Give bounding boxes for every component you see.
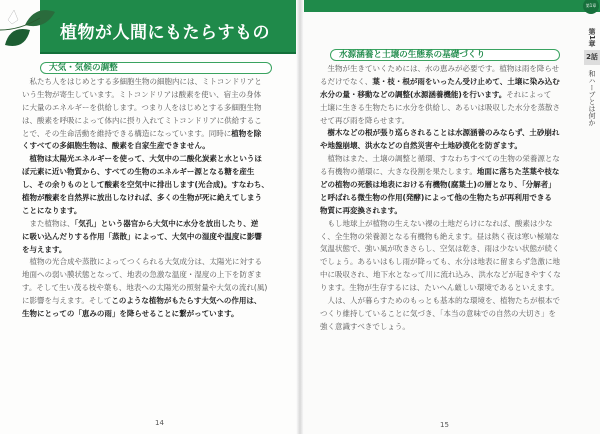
bold-text-segment: 葉・枝・根が雨をいったん受け止めて、土壌に染み込む: [372, 76, 560, 86]
bold-text-segment: ことになります。: [22, 205, 82, 215]
text-line: [320, 63, 561, 76]
text-segment: ります。生物が生存するには、たいへん厳しい環境であるといえます。: [320, 283, 559, 293]
bold-text-segment: 生物にとっての「恵みの雨」を降らせることに繋がっています。: [22, 309, 239, 319]
body-text: [320, 63, 561, 334]
bold-text-segment: 植物は太陽光エネルギーを使って、大気中の二酸化炭素と水というほ: [22, 154, 262, 164]
body-text: [22, 76, 269, 321]
text-segment: く、全生物の栄養源となる有機物も絶えます。昼は熱く夜は寒い極端な: [320, 231, 560, 241]
text-line: [320, 179, 561, 192]
text-line: [22, 308, 269, 321]
text-segment: す。そして生い茂る枝や葉も、地表への太陽光の照射量や大気の流れ(風): [22, 283, 268, 293]
text-segment: 中に吸収され、地下水となって川に流れ込み、洪水などが起きやすくな: [320, 270, 561, 280]
bold-text-segment: し、その余りものとして酸素を空気中に排出します(光合成)。すなわち、: [22, 180, 269, 190]
text-segment: また植物は、: [22, 218, 75, 228]
text-line: [22, 192, 269, 205]
bold-text-segment: に吸い込んだりする作用「蒸散」によって、大気中の湿度や温度に影響: [22, 231, 262, 241]
chapter-badge: 第1章: [583, 0, 599, 14]
text-segment: もし地球上が植物の生えない裸の土地だらけになれば、酸素は少な: [320, 218, 553, 228]
bold-text-segment: くすべての多細胞生物は、酸素を自家生産できません。: [22, 141, 210, 151]
text-line: [320, 127, 561, 140]
bold-text-segment: 植物が酸素を自然界に放出しなければ、多くの生物が死に絶えてしまう: [22, 193, 262, 203]
text-line: [320, 243, 561, 256]
text-line: [320, 218, 561, 231]
text-line: [320, 321, 561, 334]
text-segment: 生物が生きていくためには、水の恵みが必要です。植物は雨を降らせ: [320, 64, 560, 73]
text-segment: 強く意識すべきでしょう。: [320, 321, 410, 331]
text-segment: に大量のエネルギーを供給します。つまり人をはじめとする多細胞生物: [22, 102, 262, 112]
text-segment: 植物の光合成や蒸散によってつくられる大気成分は、太陽光に対する: [22, 257, 262, 267]
text-line: [22, 153, 269, 166]
bold-text-segment: 水分の量・移動などの調整(水源涵養機能)を行います。: [320, 89, 507, 99]
book-gutter: [296, 0, 304, 434]
text-line: [320, 308, 561, 321]
page-title: 植物が人間にもたらすもの: [60, 23, 270, 43]
text-segment: 人は、人が暮らすためのもっとも基本的な環境を、植物たちが根本で: [320, 296, 560, 306]
right-page: [300, 0, 600, 434]
text-segment: 地面への弱い膜状態となって、地表の急激な温度・湿度の上下を防ぎま: [22, 270, 262, 280]
text-line: [22, 205, 269, 218]
bold-text-segment: や地盤崩壊、洪水などの自然災害や土地砂漠化を防ぎます。: [320, 141, 522, 151]
text-line: [22, 76, 269, 89]
text-line: [320, 166, 561, 179]
bold-text-segment: ぼ元素に近い物質から、すべての生物のエネルギー源となる糖を産生: [22, 167, 255, 177]
text-line: [320, 89, 561, 102]
text-line: [320, 282, 561, 295]
text-segment: に影響を与えます。そして: [22, 296, 112, 306]
top-banner: [300, 0, 600, 12]
text-line: [320, 295, 561, 308]
text-line: [22, 282, 269, 295]
text-segment: でしょう。あるいはもし雨が降っても、水分は地表に留まらず急激に地: [320, 257, 560, 267]
bold-text-segment: 「気孔」という器官から大気中に水分を放出したり、逆: [74, 218, 259, 228]
text-line: [320, 231, 561, 244]
side-episode-label: 2話: [584, 50, 600, 65]
bold-text-segment: どの植物の死骸は地表における有機物(腐葉土)の層となり、「分解者」: [320, 180, 556, 190]
text-line: [22, 295, 269, 308]
text-line: [22, 115, 269, 128]
bold-text-segment: 樹木などの根が張り巡らされることは水源涵養のみならず、土砂崩れ: [320, 128, 560, 138]
bold-text-segment: 地面に落ちた茎葉や枝な: [476, 167, 560, 177]
page-number: 15: [440, 421, 449, 429]
side-title: 和ハーブとは何か: [588, 70, 596, 126]
text-line: [22, 128, 269, 141]
text-segment: つくり維持していることに気づき、「本当の意味での自然の大切さ」を: [320, 308, 556, 318]
page-number: 14: [155, 419, 164, 427]
leaf-illustration-icon: [0, 0, 60, 60]
text-segment: せて再び雨を降らせます。: [320, 115, 410, 125]
text-line: [22, 140, 269, 153]
text-segment: る有機物の循環に、大きな役割を果たします。: [320, 167, 477, 177]
text-segment: 気温状態で、強い風が吹きさらし、空気は乾き、雨は少ない状態が続く: [320, 244, 560, 254]
text-line: [22, 179, 269, 192]
text-segment: いう生物が寄生しています。ミトコンドリアは酸素を使い、宿主の身体: [22, 89, 262, 99]
text-line: [22, 89, 269, 102]
text-segment: は、酸素を呼吸によって体内に摂り入れてミトコンドリアに供給するこ: [22, 115, 262, 125]
text-line: [320, 115, 561, 128]
text-line: [320, 269, 561, 282]
text-line: [22, 256, 269, 269]
bold-text-segment: を与えます。: [22, 244, 67, 254]
text-segment: 植物はまた、土壌の調整と循環、すなわちすべての生物の栄養源とな: [320, 154, 560, 164]
text-line: [320, 76, 561, 89]
text-segment: それによって: [506, 89, 552, 99]
text-line: [320, 102, 561, 115]
text-segment: とで、その生命活動を維持できる構造になっています。同時に: [22, 128, 232, 138]
text-line: [22, 102, 269, 115]
text-line: [22, 166, 269, 179]
text-segment: 私たち人をはじめとする多細胞生物の細胞内には、ミトコンドリアと: [22, 77, 262, 86]
text-line: [320, 205, 561, 218]
text-line: [22, 231, 269, 244]
bold-text-segment: このような植物がもたらす大気への作用は、: [111, 296, 262, 306]
text-line: [22, 218, 269, 231]
bold-text-segment: 植物を除: [231, 128, 262, 138]
section-heading: 水源涵養と土壌の生態系の基礎づくり: [330, 49, 560, 61]
text-segment: 土壌に生きる生物たちに水分を供給し、あるいは吸収した水分を蒸散さ: [320, 102, 560, 112]
text-segment: るだけでなく、: [320, 76, 373, 86]
section-heading: 大気・気候の調整: [40, 62, 272, 74]
text-line: [320, 192, 561, 205]
bold-text-segment: 物質に再変換されます。: [320, 205, 402, 215]
bold-text-segment: と呼ばれる微生物の作用(発酵)によって他の生物たちが再利用できる: [320, 192, 552, 202]
text-line: [320, 153, 561, 166]
side-chapter-label: 第1章: [588, 28, 596, 47]
text-line: [22, 269, 269, 282]
text-line: [22, 244, 269, 257]
text-line: [320, 140, 561, 153]
text-line: [320, 256, 561, 269]
